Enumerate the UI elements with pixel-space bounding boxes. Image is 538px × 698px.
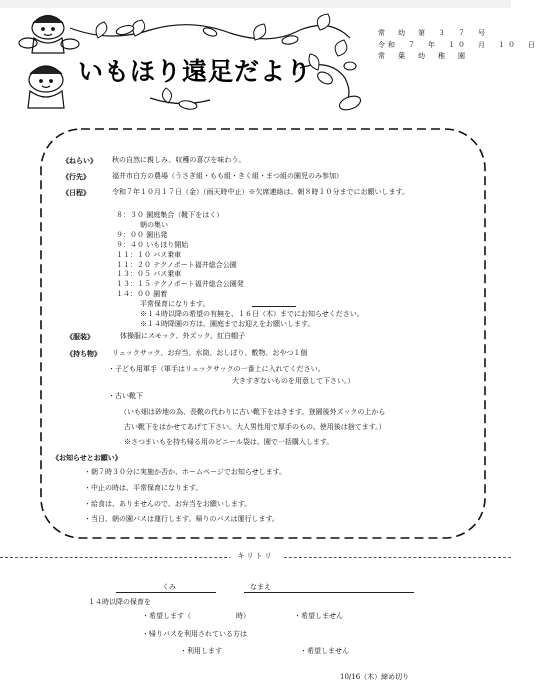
belongings-label: 《持ち物》 — [66, 349, 101, 358]
schedule-item: １３：１５ テクノポート福井総合公園発 — [116, 280, 244, 289]
belongings-line: （いも畑は砂地の為、長靴の代わりに古い靴下をはきます。登園後外ズックの上から — [120, 408, 386, 416]
document-date: 令和 ７ 年 １０ 月 １０ 日 — [378, 40, 538, 49]
aim-label: 《ねらい》 — [62, 156, 97, 165]
destination-label: 《行先》 — [62, 172, 90, 181]
belongings-line: 大きすぎないものを用意して下さい。） — [232, 377, 355, 385]
schedule-item: ※１４時降園の方は、園庭までお迎えをお願いします。 — [140, 319, 315, 328]
child-figure-icon — [19, 16, 79, 54]
cut-label: キリトリ — [0, 551, 511, 561]
clothing-label: 《服装》 — [66, 332, 94, 341]
notice-item: ・給食は、ありませんので、お弁当をお願いします。 — [84, 500, 252, 508]
page-title: いもほり遠足だより — [78, 57, 313, 86]
date-label: 《日程》 — [62, 188, 90, 197]
deadline-underline — [252, 306, 296, 307]
bus-use-option[interactable]: ・利用します — [180, 647, 222, 655]
document-number: 常 幼 第 ３ ７ 号 — [378, 29, 488, 37]
class-label: くみ — [162, 583, 176, 591]
document-info — [378, 28, 538, 63]
schedule-item: １１：２０ テクノポート福井総合公園 — [116, 260, 237, 269]
belongings-line: ・古い靴下 — [108, 392, 143, 400]
schedule-item: ８：３０ 園庭集合（靴下をはく） — [116, 211, 224, 219]
schedule-item: １１：１０ バス乗車 — [116, 250, 182, 259]
notice-item: ・中止の時は、平常保育になります。 — [84, 484, 203, 492]
schedule-item: １４：００ 園着 — [116, 290, 168, 299]
name-field[interactable] — [244, 592, 414, 593]
schedule-item: 朝の集い — [140, 220, 168, 229]
class-field[interactable] — [116, 592, 216, 593]
aftercare-question: １４時以降の保育を — [88, 598, 151, 606]
school-name: 常 葉 幼 稚 園 — [378, 52, 468, 60]
name-label: なまえ — [250, 583, 271, 591]
deadline-note: 10/16（木）締め切り — [340, 673, 410, 681]
aftercare-time-field[interactable]: 時） — [236, 612, 250, 620]
clothing-text: 体操服にスモック、外ズック、紅白帽子 — [120, 332, 246, 340]
aftercare-decline-option[interactable]: ・希望しません — [294, 612, 343, 620]
notices-label: 《お知らせとお願い》 — [52, 453, 122, 462]
notice-item: ・当日、朝の園バスは運行します。帰りのバスは運行します。 — [84, 515, 279, 523]
schedule-item: ９：４０ いもほり開始 — [116, 240, 189, 249]
date-text: 令和７年１０月１７日（金）（雨天時中止）※欠席連絡は、朝８時１０分までにお願いします。 — [112, 188, 409, 196]
aftercare-want-option[interactable]: ・希望します（ — [142, 612, 191, 620]
aim-text: 秋の自然に親しみ、収穫の喜びを味わう。 — [112, 156, 246, 164]
schedule-list — [116, 211, 364, 330]
child-figure-icon — [28, 66, 64, 108]
schedule-item: ※１４時以降の希望の有無を、１６日（木）までにお知らせください。 — [140, 310, 364, 319]
belongings-line: 古い靴下をはかせてあげて下さい。大人男性用で厚手のもの。使用後は捨てます。） — [124, 423, 386, 431]
belongings-line: ※さつまいもを持ち帰る用のビニール袋は、園で一括購入します。 — [124, 438, 334, 446]
bus-question: ・帰りバスを利用されている方は — [142, 630, 247, 638]
schedule-item: １３：０５ バス乗車 — [116, 270, 182, 279]
top-strip — [0, 0, 511, 8]
bus-decline-option[interactable]: ・希望しません — [300, 647, 349, 655]
belongings-line: ・子ども用軍手（軍手はリュックサックの一番上に入れてください。 — [108, 365, 325, 373]
belongings-text: リュックサック、お弁当、水筒、おしぼり、敷物、おやつ１個 — [112, 349, 308, 357]
destination-text: 福井市白方の農場（うさぎ組・もも組・きく組・まつ組の園児のみ参加） — [112, 172, 343, 180]
schedule-item: 平常保育になります。 — [140, 300, 210, 309]
schedule-item: ９：００ 園出発 — [116, 230, 168, 239]
notice-item: ・朝７時３０分に実施か否か、ホームページでお知らせします。 — [84, 468, 287, 476]
